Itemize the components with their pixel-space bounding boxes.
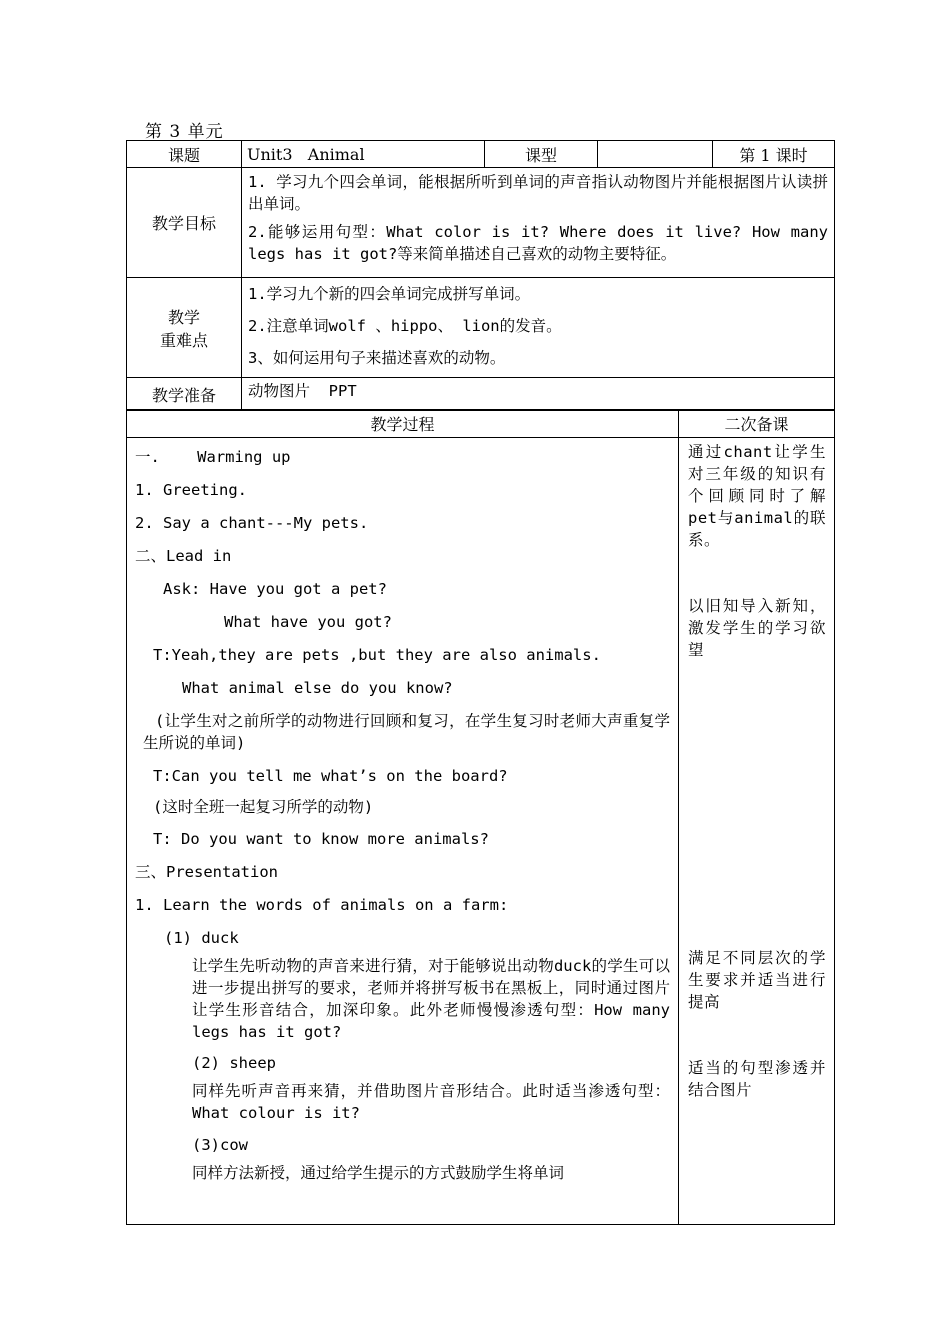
objectives-content bbox=[242, 168, 835, 278]
process-line-sheep-desc: 同样先听声音再来猜，并借助图片音形结合。此时适当渗透句型：What colour is it? bbox=[192, 1082, 670, 1122]
topic-value: Unit3 Animal bbox=[242, 141, 485, 168]
key-points-label-line2: 重难点 bbox=[159, 330, 208, 350]
objectives-label: 教学目标 bbox=[127, 168, 242, 278]
preparation-label: 教学准备 bbox=[127, 378, 242, 411]
process-line-duck-desc: 让学生先听动物的声音来进行猜，对于能够说出动物duck的学生可以进一步提出拼写的要求，老师并将拼写板书在黑板上，同时通过图片让学生形音结合，加深印象。此外老师慢慢渗透句型：How many legs has it got? bbox=[192, 957, 670, 1041]
process-line-chant: 2. Say a chant---My pets. bbox=[135, 514, 369, 532]
teaching-process-table bbox=[126, 409, 835, 1225]
type-value bbox=[598, 141, 713, 168]
key-point-item-3: 3、如何运用句子来描述喜欢的动物。 bbox=[248, 349, 506, 367]
process-line-lead-in: 二、Lead in bbox=[135, 547, 232, 565]
process-header-row bbox=[127, 410, 835, 438]
process-line-presentation: 三、Presentation bbox=[135, 863, 278, 881]
process-line-animal-else: What animal else do you know? bbox=[182, 679, 453, 697]
process-line-what-have: What have you got? bbox=[224, 613, 392, 631]
objective-item-2: 2.能够运用句型：What color is it? Where does it live? How many legs has it got?等来简单描述自己喜欢的动物主要特征。 bbox=[248, 223, 828, 263]
process-line-pets: T:Yeah,they are pets ,but they are also animals. bbox=[153, 646, 601, 664]
preparation-row bbox=[127, 378, 835, 411]
process-line-warmup: 一. Warming up bbox=[135, 448, 291, 466]
process-line-class-review: (这时全班一起复习所学的动物) bbox=[153, 798, 374, 816]
process-line-sheep: (2) sheep bbox=[192, 1054, 276, 1072]
key-point-item-2: 2.注意单词wolf 、hippo、 lion的发音。 bbox=[248, 317, 562, 335]
process-content bbox=[127, 438, 679, 1225]
period-value: 第 1 课时 bbox=[713, 141, 835, 168]
notes-content bbox=[679, 438, 835, 1225]
key-points-label bbox=[127, 278, 242, 378]
key-point-item-1: 1.学习九个新的四会单词完成拼写单词。 bbox=[248, 285, 531, 303]
objectives-row bbox=[127, 168, 835, 278]
note-levels: 满足不同层次的学生要求并适当进行提高 bbox=[688, 949, 826, 1011]
process-line-greeting: 1. Greeting. bbox=[135, 481, 247, 499]
process-line-ask: Ask: Have you got a pet? bbox=[163, 580, 387, 598]
preparation-value: 动物图片 PPT bbox=[242, 378, 835, 411]
header-row bbox=[127, 141, 835, 168]
process-header: 教学过程 bbox=[127, 410, 679, 438]
type-label: 课型 bbox=[485, 141, 598, 168]
topic-label: 课题 bbox=[127, 141, 242, 168]
objective-item-1: 1. 学习九个四会单词，能根据所听到单词的声音指认动物图片并能根据图片认读拼出单词。 bbox=[248, 173, 828, 213]
process-line-duck: (1) duck bbox=[164, 929, 239, 947]
process-line-board: T:Can you tell me what’s on the board? bbox=[153, 767, 508, 785]
note-lead-in: 以旧知导入新知，激发学生的学习欲望 bbox=[688, 597, 826, 659]
lesson-info-table bbox=[126, 140, 835, 411]
key-points-label-line1: 教学 bbox=[167, 307, 200, 327]
process-line-more-animals: T: Do you want to know more animals? bbox=[153, 830, 489, 848]
note-sentence: 适当的句型渗透并结合图片 bbox=[688, 1059, 826, 1099]
process-body-row bbox=[127, 438, 835, 1225]
unit-heading: 第 3 单元 bbox=[145, 122, 224, 142]
notes-header: 二次备课 bbox=[679, 410, 835, 438]
key-points-row bbox=[127, 278, 835, 378]
key-points-content bbox=[242, 278, 835, 378]
process-line-cow-desc: 同样方法新授，通过给学生提示的方式鼓励学生将单词 bbox=[192, 1164, 565, 1182]
process-line-review-note: (让学生对之前所学的动物进行回顾和复习，在学生复习时老师大声重复学生所说的单词) bbox=[143, 712, 670, 752]
note-chant: 通过chant让学生对三年级的知识有个回顾同时了解pet与animal的联系。 bbox=[688, 443, 826, 549]
process-line-cow: (3)cow bbox=[192, 1136, 248, 1154]
process-line-learn-words: 1. Learn the words of animals on a farm: bbox=[135, 896, 509, 914]
